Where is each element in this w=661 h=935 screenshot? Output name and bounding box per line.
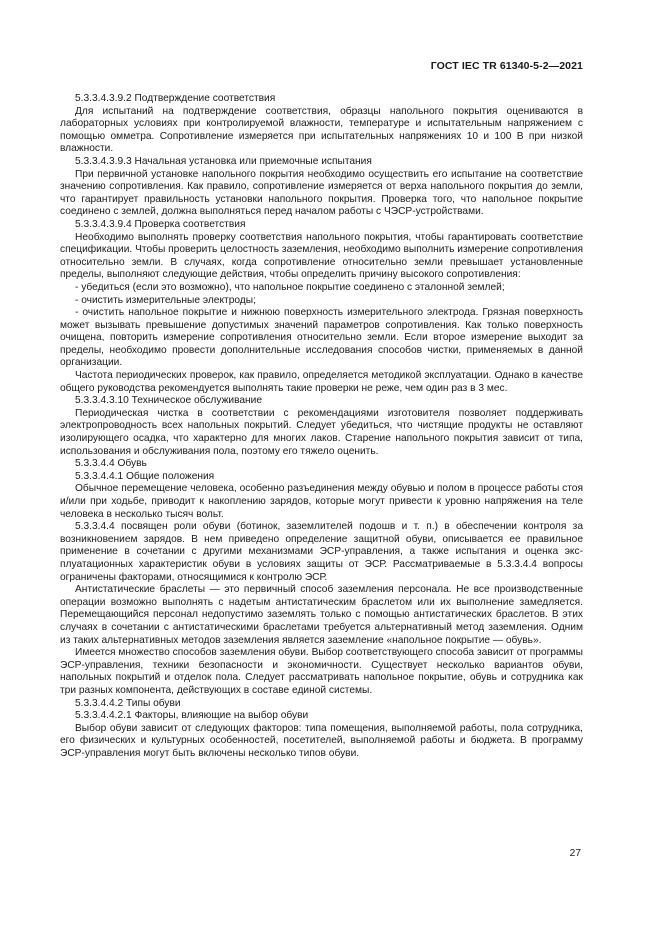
paragraph: Частота периодических проверок, как правило, определяется методикой эксплуатации. Однако в качестве общего руководства рекомендуется выполнять такие проверки не реже, чем один раз в 3 мес. [60, 370, 583, 394]
paragraph: Обычное перемещение человека, особенно разъединения между обувью и полом в процессе работы стоя и/или при ходьбе, приводит к накоплению зарядов, которые могут привести к уровню напряжения на теле человека в несколько тысяч вольт. [60, 483, 583, 520]
list-item: - очистить измерительные электроды; [75, 294, 256, 306]
paragraph: Необходимо выполнять проверку соответствия напольного покрытия, чтобы гарантировать соответствие спецификации. Чтобы проверить целостность заземления, необходимо выполнить измерение сопротивления относительно земли. В случаях, когда сопротивление относительно земли превышает установленные пределы, выполняют следующие действия, чтобы определить причину высокого сопротивления: [60, 231, 583, 281]
paragraph: Для испытаний на подтверждение соответствия, образцы напольного покрытия оцениваются в лабораторных условиях при контролируемой влажности, температуре и испытательным напряжением с помощью омметра. Сопротивление измеряется при испытательных напряжениях 10 и 100 В при низкой влажности. [60, 105, 583, 155]
paragraph: Выбор обуви зависит от следующих факторов: типа помещения, выполняемой работы, пола сотрудника, его физических и культурных особенностей, посетителей, выполняемой работы и бюджета. В программу ЭСР-управления могут быть включены несколько типов обуви. [60, 722, 583, 759]
page-number: 27 [569, 848, 581, 859]
document-header: ГОСТ IEC TR 61340-5-2—2021 [430, 60, 583, 72]
paragraph: Периодическая чистка в соответствии с рекомендациями изготовителя позволяет поддерживать электропроводность всех напольных покрытий. Следует убедиться, что чистящие продукты не оставляют изолирующего осадка, что характерно для многих лаков. Старение напольного покрытия зависит от типа, использования и обслуживания пола, поэтому его тяжело оценить. [60, 407, 583, 457]
paragraph: При первичной установке напольного покрытия необходимо осуществить его испытание на соответствие значению сопротивления. Как правило, сопротивление измеряется от верха напольного покрытия до земли, что гарантирует правильность установки напольного покрытия. Проверка того, что напольное покрытие соединено с землей, должна выполняться перед началом работы с ЧЭСР-устройствами. [60, 168, 583, 218]
heading-5-3-3-4-4-2-1: 5.3.3.4.4.2.1 Факторы, влияющие на выбор обуви [75, 710, 309, 722]
document-body [60, 93, 583, 760]
heading-5-3-3-4-4-2: 5.3.3.4.4.2 Типы обуви [75, 697, 181, 709]
list-item: - убедиться (если это возможно), что напольное покрытие соединено с эталонной землей; [75, 281, 505, 293]
heading-5-3-3-4-3-9-2: 5.3.3.4.3.9.2 Подтверждение соответствия [75, 93, 276, 104]
heading-5-3-3-4-3-9-3: 5.3.3.4.3.9.3 Начальная установка или приемочные испытания [75, 155, 372, 167]
paragraph: Антистатические браслеты — это первичный способ заземления персонала. Не все производственные операции возможно выполнять с надетым антистатическим браслетом или их выполнение замедляется. Перемещающийся персонал недопустимо заземлять только с помощью антистатических браслетов. В этих случаях в сочетании с антистатическими браслетами требуется альтернативный метод заземления. Одним из таких альтернативных методов заземления является заземление «напольное покрытие — обувь». [60, 584, 583, 646]
heading-5-3-3-4-4-1: 5.3.3.4.4.1 Общие положения [75, 470, 215, 482]
heading-5-3-3-4-3-9-4: 5.3.3.4.3.9.4 Проверка соответствия [75, 218, 246, 230]
heading-5-3-3-4-3-10: 5.3.3.4.3.10 Техническое обслуживание [75, 395, 263, 407]
heading-5-3-3-4-4: 5.3.3.4.4 Обувь [75, 458, 147, 470]
paragraph: 5.3.3.4.4 посвящен роли обуви (ботинок, заземлителей подошв и т. п.) в обеспечении контроля за возникновением зарядов. В нем приведено определение защитной обуви, описывается ее правильное применение в сочетании с другими механизмами ЭСР-управления, а также испытания и оценка эксплуатационных характеристик обуви в условиях защиты от ЭСР. Рассматриваемые в 5.3.3.4.4 вопросы ограничены факторами, относящимися к контролю ЭСР. [60, 521, 583, 583]
paragraph: Имеется множество способов заземления обуви. Выбор соответствующего способа зависит от программы ЭСР-управления, техники безопасности и экономичности. Существует несколько вариантов обуви, напольных покрытий и отделок пола. Следует рассматривать напольное покрытие, обувь и сотрудника как три разных компонента, действующих в составе единой системы. [60, 647, 583, 696]
list-item: - очистить напольное покрытие и нижнюю поверхность измерительного электрода. Грязная поверхность может вызывать превышение допустимых значений параметров сопротивления. Как только поверхность очищена, повторить измерение сопротивления относительно земли. Если второе измерение выходит за пределы, необходимо провести дополнительные исследования способов чистки, применяемых в данной организации. [60, 307, 583, 369]
